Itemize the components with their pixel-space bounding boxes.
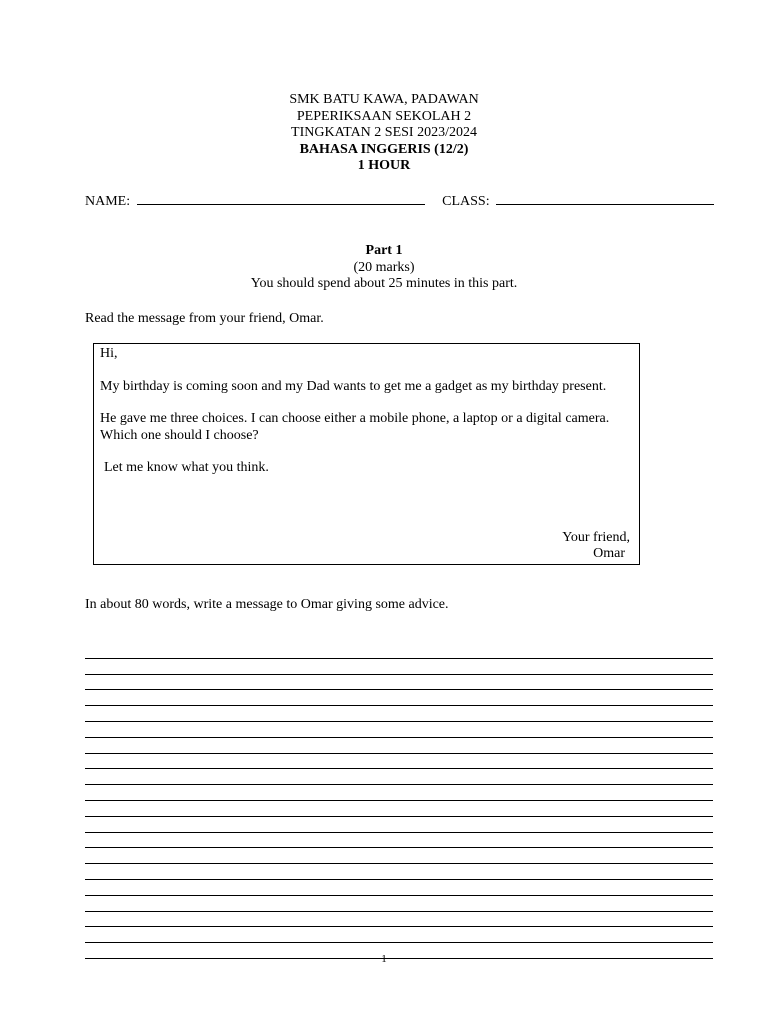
part-heading	[0, 243, 768, 293]
message-signature: Omar	[593, 546, 625, 561]
subject-title: BAHASA INGGERIS (12/2)	[299, 141, 469, 157]
school-name: SMK BATU KAWA, PADAWAN	[289, 92, 479, 107]
writing-line[interactable]	[85, 833, 713, 849]
message-box	[93, 343, 640, 565]
writing-line[interactable]	[85, 880, 713, 896]
writing-line[interactable]	[85, 659, 713, 675]
message-closing: Let me know what you think.	[104, 460, 269, 475]
writing-line[interactable]	[85, 722, 713, 738]
writing-line[interactable]	[85, 769, 713, 785]
name-field[interactable]	[137, 192, 425, 205]
write-instruction: In about 80 words, write a message to Omar giving some advice.	[85, 597, 449, 612]
part-time-note: You should spend about 25 minutes in this part.	[250, 276, 518, 291]
writing-lines[interactable]	[85, 643, 713, 959]
writing-line[interactable]	[85, 864, 713, 880]
writing-line[interactable]	[85, 785, 713, 801]
message-greeting: Hi,	[100, 346, 118, 361]
message-question: Which one should I choose?	[100, 427, 259, 443]
part-title: Part 1	[365, 243, 403, 258]
writing-line[interactable]	[85, 801, 713, 817]
writing-line[interactable]	[85, 912, 713, 928]
writing-line[interactable]	[85, 690, 713, 706]
student-info-row	[85, 192, 725, 211]
exam-name: PEPERIKSAAN SEKOLAH 2	[296, 108, 472, 124]
message-paragraph-2: He gave me three choices. I can choose either a mobile phone, a laptop or a digital camera.	[100, 411, 610, 426]
writing-line[interactable]	[85, 643, 713, 659]
read-instruction: Read the message from your friend, Omar.	[85, 311, 324, 326]
writing-line[interactable]	[85, 896, 713, 912]
message-paragraph-1: My birthday is coming soon and my Dad wants to get me a gadget as my birthday present.	[100, 378, 607, 394]
writing-line[interactable]	[85, 706, 713, 722]
message-signoff: Your friend,	[562, 530, 630, 545]
writing-line[interactable]	[85, 754, 713, 770]
page-number: 1	[381, 953, 387, 965]
form-session: TINGKATAN 2 SESI 2023/2024	[291, 125, 477, 140]
part-marks: (20 marks)	[353, 259, 415, 275]
exam-header	[0, 92, 768, 175]
writing-line[interactable]	[85, 675, 713, 691]
writing-line[interactable]	[85, 738, 713, 754]
writing-line[interactable]	[85, 927, 713, 943]
class-field[interactable]	[496, 192, 714, 205]
class-label: CLASS:	[442, 194, 490, 209]
writing-line[interactable]	[85, 848, 713, 864]
name-label: NAME:	[85, 194, 131, 209]
exam-duration: 1 HOUR	[357, 158, 411, 173]
writing-line[interactable]	[85, 817, 713, 833]
